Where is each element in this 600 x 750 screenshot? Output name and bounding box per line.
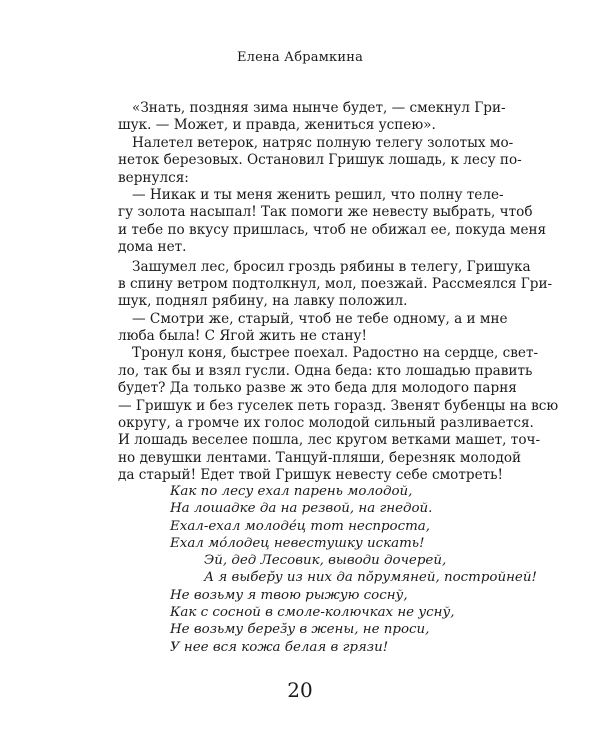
poem-line: Как по лесу ехал парень молодой, [170,484,413,499]
prose-line: в спину ветром подтолкнул, мол, поезжай. Рассмеялся Гри- [118,275,553,292]
prose-line: И лошадь веселее пошла, лес кругом ветками машет, точ- [118,432,541,449]
poem-line: Эй, дед Лесовик, выводи дочерей, [204,553,447,569]
prose-line: Налетел ветерок, натряс полную телегу золотых мо- [132,134,514,151]
prose-line: гу золота насыпал! Так помоги же невесту выбрать, чтоб [118,204,533,221]
prose-line: шук. — Может, и правда, жениться успею». [118,117,436,134]
prose-line: — Смотри же, старый, чтоб не тебе одному, а и мне [132,310,508,327]
prose-line: «Знать, поздняя зима нынче будет, — смекнул Гри- [132,100,506,116]
poem-line: Ехал-ехал молоде́ц тот неспроста, [170,518,431,534]
prose-line: — Никак и ты меня женить решил, что полну теле- [132,186,504,203]
prose-line: да старый! Едет твой Гришук невесту себе смотреть! [118,467,504,484]
poem-block [170,483,537,656]
prose-line: но девушки лентами. Танцуй-пляши, березняк молодой [118,449,522,466]
prose-line: ло, так бы и взял гусли. Одна беда: кто лошадью править [118,362,533,379]
poem-line: На лошадке да на резвой, на гнедой. [170,501,433,517]
poem-line: У нее вся кожа белая в грязи! [170,639,389,655]
prose-line: дома нет. [118,239,187,256]
poem-line: Не возьму берез̆у в жены, не проси, [170,622,430,638]
prose-line: — Гришук и без гуселек петь горазд. Звенят бубенцы на всю [118,397,559,414]
prose-line: люба была! С Ягой жить не стану! [118,328,367,345]
poem-line: Как с сосной в смоле-колючках не уснў, [170,605,455,621]
prose-line: вернулся: [118,169,189,186]
poem-line: Не возьму я твою рыжую соснў, [170,587,408,603]
prose-line: округу, а громче их голос молодой сильный разливается. [118,415,534,432]
poem-line: А я выбер̆у из них да по̆румяней, постройней! [204,570,537,586]
prose-line: шук, поднял рябину, на лавку положил. [118,293,408,310]
prose-line: будет? Да только разве ж это беда для молодого парня [118,380,517,397]
prose-line: и тебе по вкусу пришлась, чтоб не обижал ее, покуда меня [118,221,547,238]
running-head: Елена Абрамкина [236,50,364,65]
prose-line: неток березовых. Остановил Гришук лошадь, к лесу по- [118,152,522,169]
prose-block [118,100,559,485]
page-number: 20 [287,678,313,702]
poem-line: Ехал мо́лодец невестушку искать! [170,535,425,551]
prose-line: Зашумел лес, бросил гроздь рябины в телегу, Гришука [132,258,531,275]
prose-line: Тронул коня, быстрее поехал. Радостно на сердце, свет- [132,345,539,362]
